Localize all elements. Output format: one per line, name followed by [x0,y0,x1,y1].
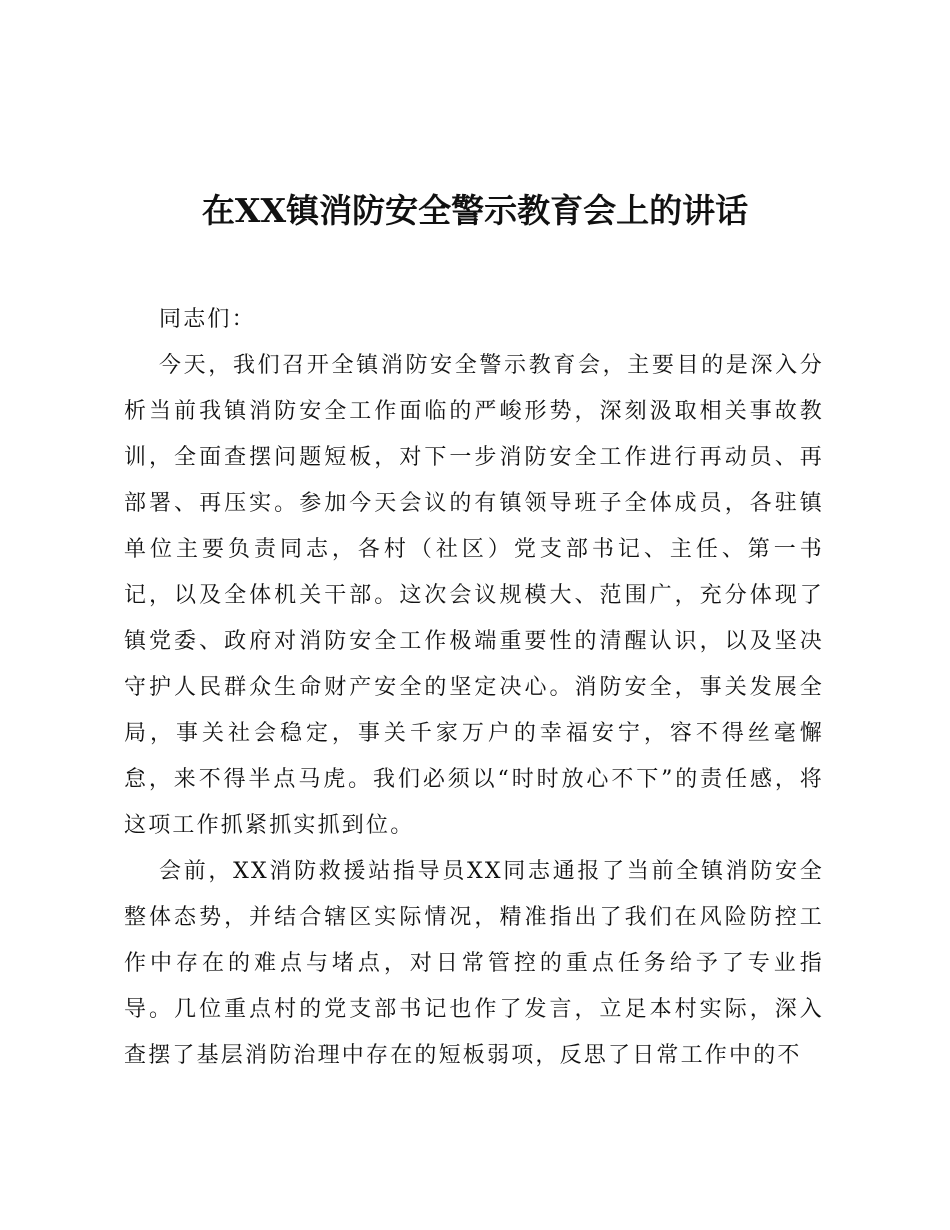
body-paragraph-1: 今天，我们召开全镇消防安全警示教育会，主要目的是深入分析当前我镇消防安全工作面临的严峻形势，深刻汲取相关事故教训，全面查摆问题短板，对下一步消防安全工作进行再动员、再部署、再压实。参加今天会议的有镇领导班子全体成员，各驻镇单位主要负责同志，各村（社区）党支部书记、主任、第一书记，以及全体机关干部。这次会议规模大、范围广，充分体现了镇党委、政府对消防安全工作极端重要性的清醒认识，以及坚决守护人民群众生命财产安全的坚定决心。消防安全，事关发展全局，事关社会稳定，事关千家万户的幸福安宁，容不得丝毫懈怠，来不得半点马虎。我们必须以“时时放心不下”的责任感，将这项工作抓紧抓实抓到位。 [124,353,824,838]
document-title: 在XX镇消防安全警示教育会上的讲话 [201,191,749,231]
document-body [124,297,824,1079]
salutation-paragraph: 同志们： [159,307,256,332]
body-paragraph-2: 会前，XX消防救援站指导员XX同志通报了当前全镇消防安全整体态势，并结合辖区实际情况，精准指出了我们在风险防控工作中存在的难点与堵点，对日常管控的重点任务给予了专业指导。几位重点村的党支部书记也作了发言，立足本村实际，深入查摆了基层消防治理中存在的短板弱项，反思了日常工作中的不 [124,859,824,1068]
